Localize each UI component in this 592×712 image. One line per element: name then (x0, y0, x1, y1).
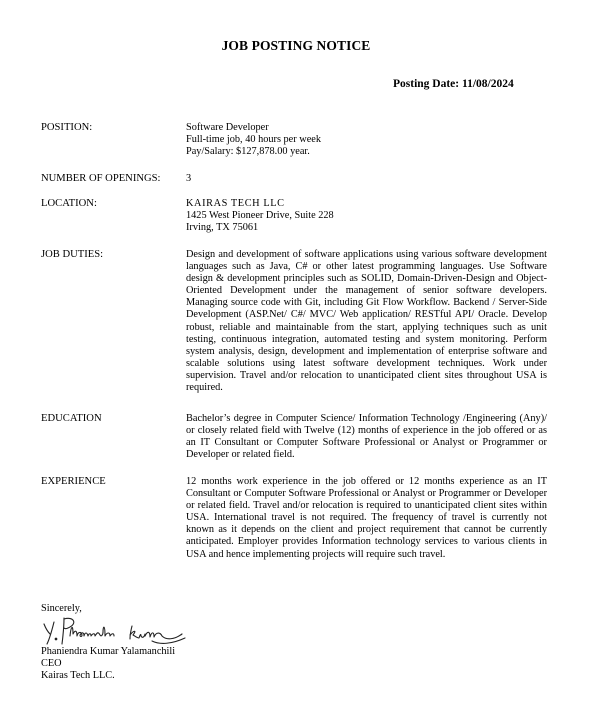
position-salary: Pay/Salary: $127,878.00 year. (186, 146, 310, 158)
signer-name: Phaniendra Kumar Yalamanchili (41, 646, 176, 657)
education-label: EDUCATION (41, 413, 102, 424)
experience-text: 12 months work experience in the job offered or 12 months experience as an IT Consultant or Computer Software Professional or Analyst or Programmer or Developer or related field. Travel and/or relocation is required to unanticipated client sites within USA. International travel is not required. The frequency of travel is currently not known as it depends on the client and project requirement that cannot be currently anticipated. Employer provides Information technology services to various clients in USA and hence implementing projects will require such travel. (186, 476, 547, 560)
job-duties-label: JOB DUTIES: (41, 249, 104, 260)
position-title: Software Developer (186, 122, 269, 133)
location-value (186, 198, 547, 234)
salutation: Sincerely, (41, 603, 82, 614)
experience-label: EXPERIENCE (41, 476, 106, 487)
location-city: Irving, TX 75061 (186, 222, 259, 234)
location-label: LOCATION: (41, 198, 97, 209)
posting-date: Posting Date: 11/08/2024 (393, 78, 514, 90)
signer-company: Kairas Tech LLC. (41, 670, 115, 681)
handwritten-signature (40, 612, 190, 648)
document-title: JOB POSTING NOTICE (221, 38, 371, 53)
location-company: KAIRAS TECH LLC (186, 198, 285, 209)
position-label: POSITION: (41, 122, 93, 133)
position-hours: Full-time job, 40 hours per week (186, 134, 321, 146)
openings-value: 3 (186, 173, 192, 184)
openings-label: NUMBER OF OPENINGS: (41, 173, 161, 184)
signer-title: CEO (41, 658, 62, 669)
job-duties-text: Design and development of software applications using various software development languages such as Java, C# or other latest programming languages. Use Software design & development principles such as SOLID, Domain-Driven-Design and Object-Oriented Development under the management of senior software developers. Managing source code with Git, including Git Flow Workflow. Backend / Server-Side Development (ASP.Net/ C#/ MVC/ Web application/ RESTful API/ Oracle. Develop robust, reliable and maintainable from the start, applying techniques such as unit testing, continuous integration, automated testing and system monitoring. Perform system analysis, design, development and implementation of enterprise software and scalable solutions using latest software development techniques. Work under supervision. Travel and/or relocation to unanticipated client sites throughout USA is required. (186, 249, 547, 394)
location-street: 1425 West Pioneer Drive, Suite 228 (186, 210, 334, 222)
position-value (186, 122, 547, 158)
education-text: Bachelor’s degree in Computer Science/ Information Technology /Engineering (Any)/ or closely related field with Twelve (12) months of experience in the job offered or as an IT Consultant or Computer Software Professional or Analyst or Programmer or Developer or related field. (186, 413, 547, 461)
